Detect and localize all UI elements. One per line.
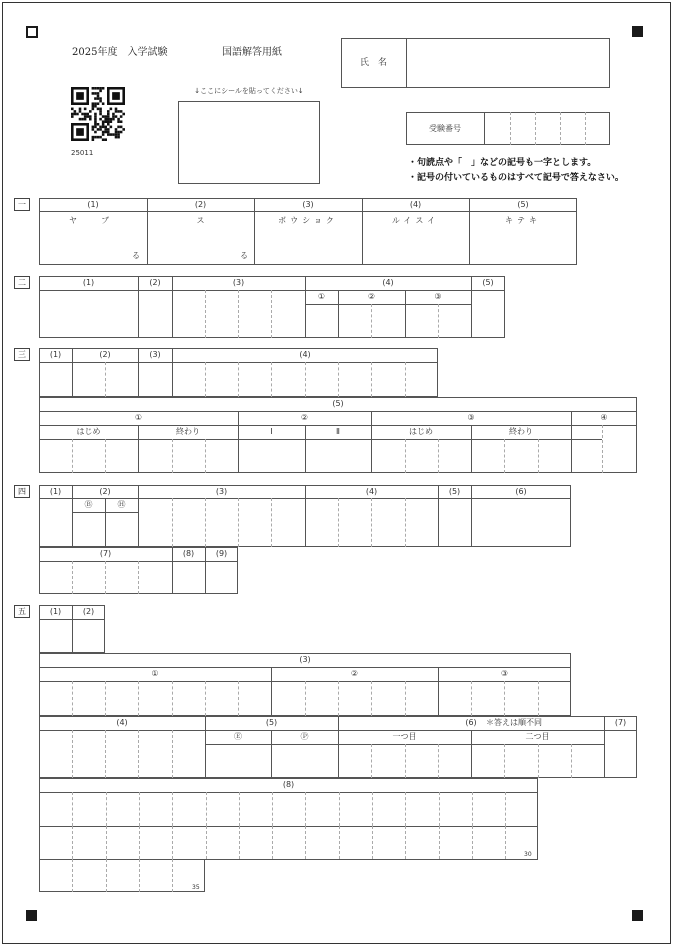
s5-q8-label: (8) <box>282 780 295 789</box>
s1-q2-answer[interactable] <box>148 229 253 264</box>
s2-q4-sub1: ① <box>317 292 326 301</box>
s3-q5-sub3: ③ <box>467 413 475 422</box>
corner-mark-top-right <box>632 26 643 37</box>
s1-q3-kana: ボウショク <box>278 216 338 225</box>
s4-q7-label: (7) <box>99 549 112 558</box>
s2-q3-label: (3) <box>232 278 245 287</box>
exam-number-label: 受験番号 <box>429 123 461 133</box>
s3-q3-label: (3) <box>149 350 161 359</box>
s5-q3-sub3: ③ <box>500 669 509 678</box>
sheet-title: 国語解答用紙 <box>222 47 282 58</box>
s4-q3-label: (3) <box>215 487 228 496</box>
s2-q2-label: (2) <box>149 278 161 287</box>
s1-q2-kana: ス <box>196 216 205 225</box>
s1-q1-label: (1) <box>87 200 99 209</box>
s5-q6-sub-first: 一つ目 <box>392 732 417 741</box>
s1-q1-answer[interactable] <box>40 229 146 264</box>
s3-q5-sub2: ② <box>300 413 309 422</box>
s3-label-end-1: 終わり <box>176 427 200 436</box>
s4-q2-sub-h: Ⓗ <box>117 500 126 509</box>
s4-q1-answer[interactable] <box>40 499 71 546</box>
s1-q4-kana: ルイスイ <box>391 216 440 225</box>
s3-label-roman-2: Ⅱ <box>336 427 340 436</box>
seal-instruction: ↓ここにシールを貼ってください↓ <box>194 87 304 95</box>
s2-q3-answer[interactable] <box>173 291 304 337</box>
name-divider <box>406 38 407 88</box>
s5-q3-label: (3) <box>299 655 311 664</box>
corner-mark-bottom-right <box>632 910 643 921</box>
section-5-marker: 五 <box>14 605 30 618</box>
corner-mark-top-left <box>26 26 38 38</box>
s5-q4-label: (4) <box>116 718 128 727</box>
s1-q2-label: (2) <box>194 200 207 209</box>
s5-q2-label: (2) <box>82 607 95 616</box>
s3-label-roman-1: Ⅰ <box>270 427 273 436</box>
s1-q2-okurigana: る <box>240 251 248 260</box>
s3-label-end-3: 終わり <box>509 427 533 436</box>
s4-q2-label: (2) <box>99 487 111 496</box>
s5-q5-label: (5) <box>265 718 278 727</box>
s5-q6-label: (6) <box>465 718 477 727</box>
s2-q4-sub2: ② <box>367 292 376 301</box>
s2-q4-sub3: ③ <box>434 292 442 301</box>
s5-q5-sub-p: Ⓟ <box>300 732 309 741</box>
s5-q8-count-35: 35 <box>192 884 200 891</box>
section-2-marker: 二 <box>14 276 30 289</box>
s3-q4-label: (4) <box>299 350 311 359</box>
s2-q4-label: (4) <box>382 278 394 287</box>
s5-q6-note: ＊答えは順不同 <box>486 718 542 727</box>
s3-q1-label: (1) <box>49 350 62 359</box>
s5-q2-answer[interactable] <box>73 620 104 652</box>
corner-mark-bottom-left <box>26 910 37 921</box>
s1-q3-label: (3) <box>302 200 314 209</box>
s4-q1-label: (1) <box>49 487 62 496</box>
s1-q4-answer[interactable] <box>363 229 468 264</box>
s3-q5-sub4: ④ <box>600 413 608 422</box>
s5-q7-label: (7) <box>614 718 627 727</box>
s5-q7-answer[interactable] <box>605 731 636 777</box>
s5-q1-answer[interactable] <box>40 620 71 652</box>
s3-label-start-3: はじめ <box>409 427 433 436</box>
s5-q3-sub2: ② <box>350 669 359 678</box>
s5-q5-sub-e: Ⓔ <box>234 732 242 741</box>
s1-q1-kana: ヤ ブ <box>69 216 117 225</box>
name-label: 氏 名 <box>359 58 387 68</box>
s2-q5-answer[interactable] <box>472 291 504 337</box>
section-4-marker: 四 <box>14 485 30 498</box>
s5-q3-sub1: ① <box>151 669 159 678</box>
s2-q2-answer[interactable] <box>139 291 171 337</box>
s5-q1-label: (1) <box>49 607 62 616</box>
qr-code-image <box>71 87 125 141</box>
exam-year-title: 2025年度 入学試験 <box>72 47 168 58</box>
s3-label-start-1: はじめ <box>76 427 101 436</box>
note-symbols: ・記号の付いているものはすべて記号で答えなさい。 <box>408 173 624 183</box>
s4-q4-label: (4) <box>365 487 378 496</box>
s1-q4-label: (4) <box>409 200 422 209</box>
s2-q1-label: (1) <box>82 278 95 287</box>
s2-q5-label: (5) <box>482 278 494 287</box>
s1-q3-answer[interactable] <box>255 229 361 264</box>
s5-q8-count-30: 30 <box>524 851 532 858</box>
s2-q1-answer[interactable] <box>40 291 137 337</box>
s4-q6-answer[interactable] <box>472 499 570 546</box>
s4-q5-label: (5) <box>448 487 461 496</box>
s1-q5-answer[interactable] <box>470 229 576 264</box>
note-punctuation: ・句読点や「 」などの記号も一字とします。 <box>408 158 597 168</box>
qr-code-number: 25011 <box>71 149 94 157</box>
s3-q5-label: (5) <box>332 399 344 408</box>
s1-q5-kana: キテキ <box>505 216 541 225</box>
s3-q5-sub1: ① <box>134 413 143 422</box>
section-1-marker: 一 <box>14 198 30 211</box>
s5-q8-table <box>39 778 538 860</box>
s4-q6-label: (6) <box>515 487 527 496</box>
s3-q2-label: (2) <box>99 350 111 359</box>
s4-q9-label: (9) <box>215 549 228 558</box>
seal-box <box>178 101 320 184</box>
s5-q8-last-row <box>39 859 205 892</box>
s4-q2-sub-b: Ⓑ <box>84 500 93 509</box>
exam-number-divider <box>484 112 485 145</box>
s5-q6-sub-second: 二つ目 <box>525 732 550 741</box>
s4-q8-label: (8) <box>182 549 195 558</box>
section-3-marker: 三 <box>14 348 30 361</box>
s1-q1-okurigana: る <box>132 251 140 260</box>
s1-q5-label: (5) <box>517 200 529 209</box>
